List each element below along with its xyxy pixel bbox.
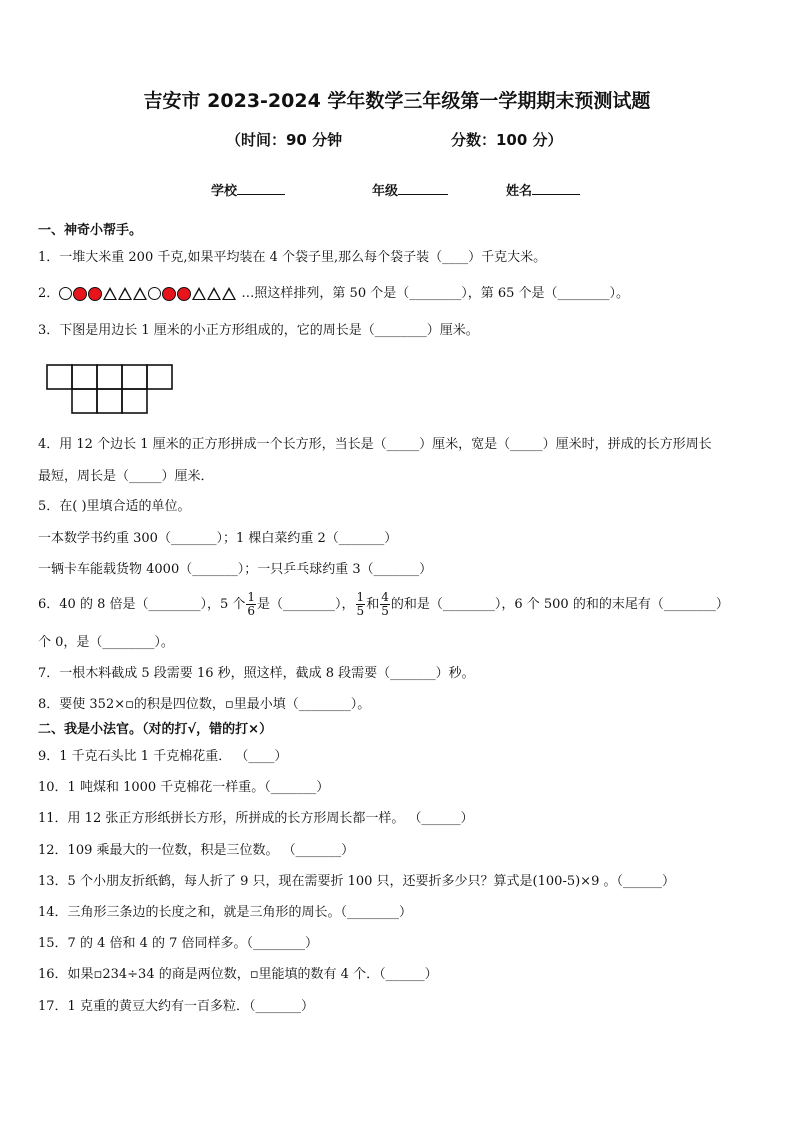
question-13: 13．5 个小朋友折纸鹤，每人折了 9 只，现在需要折 100 只，还要折多少只？算式是(100-5)×9 。（______）: [38, 874, 675, 889]
question-6-line-2: 个 0，是（________）。: [38, 635, 174, 650]
fraction-4-5: [380, 591, 390, 618]
question-9: 9．1 千克石头比 1 千克棉花重． （____）: [38, 749, 288, 764]
question-5-part-b: 一辆卡车能载货物 4000（_______）；一只乒乓球约重 3（_______）: [38, 562, 433, 577]
grid-cell: [72, 365, 97, 389]
triangle-icon: [207, 287, 221, 300]
fraction-1-6: [246, 591, 256, 618]
square-grid-figure: [46, 364, 178, 416]
question-2-number: 2．: [38, 286, 60, 301]
section-1-heading: 一、神奇小帮手。: [38, 223, 143, 238]
grade-blank[interactable]: [398, 180, 448, 195]
triangle-icon: [118, 287, 132, 300]
question-2-text: …照这样排列，第 50 个是（________），第 65 个是（________）。: [237, 286, 630, 301]
question-6-line-1: [38, 590, 729, 620]
grade-label: 年级: [372, 184, 399, 199]
grid-cell: [72, 389, 97, 413]
red-circle-icon: [73, 287, 87, 301]
time-limit: （时间：90 分钟: [226, 131, 343, 149]
fraction-numerator: 1: [356, 590, 365, 604]
question-6-text-4: 的和是（________），6 个 500 的和的末尾有（________）: [390, 597, 729, 612]
question-4-line-2: 最短，周长是（_____）厘米．: [38, 469, 214, 484]
exam-title: 吉安市 2023-2024 学年数学三年级第一学期期末预测试题: [143, 90, 651, 112]
triangle-icon: [133, 287, 147, 300]
fraction-denominator: 5: [381, 604, 389, 618]
question-5-part-a: 一本数学书约重 300（_______）；1 棵白菜约重 2（_______）: [38, 531, 398, 546]
red-circle-icon: [88, 287, 102, 301]
grid-cell: [97, 389, 122, 413]
question-8: 8．要使 352×▫的积是四位数，▫里最小填（________）。: [38, 697, 371, 712]
grid-cell: [97, 365, 122, 389]
section-2-heading: 二、我是小法官。（对的打√，错的打×）: [38, 722, 273, 737]
question-17: 17．1 克重的黄豆大约有一百多粒．（_______）: [38, 999, 314, 1014]
triangle-icon: [222, 287, 236, 300]
question-5: 5．在( )里填合适的单位。: [38, 499, 191, 514]
question-6-text-1: 6．40 的 8 倍是（________），5 个: [38, 597, 246, 612]
question-3: 3．下图是用边长 1 厘米的小正方形组成的，它的周长是（________）厘米。: [38, 323, 479, 338]
total-score: 分数：100 分）: [451, 131, 563, 149]
grade-field: [372, 180, 448, 199]
red-circle-icon: [177, 287, 191, 301]
question-4-line-1: 4．用 12 个边长 1 厘米的正方形拼成一个长方形，当长是（_____）厘米，宽是（_____）厘米时，拼成的长方形周长: [38, 437, 712, 452]
hollow-circle-icon: [59, 287, 72, 300]
hollow-circle-icon: [148, 287, 161, 300]
question-6-text-2: 是（________），: [257, 597, 355, 612]
question-15: 15．7 的 4 倍和 4 的 7 倍同样多。（________）: [38, 936, 319, 951]
name-field: [506, 180, 580, 199]
fraction-numerator: 4: [381, 590, 389, 604]
question-11: 11．用 12 张正方形纸拼长方形，所拼成的长方形周长都一样。 （______）: [38, 811, 474, 826]
grid-cell: [122, 365, 147, 389]
school-field: [211, 180, 285, 199]
name-label: 姓名: [506, 184, 533, 199]
question-12: 12．109 乘最大的一位数，积是三位数。 （_______）: [38, 843, 355, 858]
triangle-icon: [192, 287, 206, 300]
question-7: 7．一根木料截成 5 段需要 16 秒，照这样，截成 8 段需要（_______）秒。: [38, 666, 475, 681]
question-10: 10．1 吨煤和 1000 千克棉花一样重。（_______）: [38, 780, 330, 795]
question-14: 14．三角形三条边的长度之和，就是三角形的周长。（________）: [38, 905, 413, 920]
fraction-1-5: [356, 591, 366, 618]
question-2: [38, 285, 629, 303]
grid-cell: [147, 365, 172, 389]
triangle-icon: [103, 287, 117, 300]
grid-cell: [122, 389, 147, 413]
question-16: 16．如果▫234÷34 的商是两位数，▫里能填的数有 4 个．（______）: [38, 967, 438, 982]
red-circle-icon: [162, 287, 176, 301]
fraction-numerator: 1: [247, 590, 256, 604]
grid-cell: [47, 365, 72, 389]
fraction-denominator: 6: [247, 604, 256, 618]
school-blank[interactable]: [237, 180, 285, 195]
name-blank[interactable]: [532, 180, 580, 195]
fraction-denominator: 5: [356, 604, 365, 618]
question-6-text-3: 和: [366, 597, 380, 612]
school-label: 学校: [211, 184, 238, 199]
question-1: 1．一堆大米重 200 千克,如果平均装在 4 个袋子里,那么每个袋子装（____）千克大米。: [38, 250, 547, 265]
shape-pattern: [59, 286, 237, 301]
